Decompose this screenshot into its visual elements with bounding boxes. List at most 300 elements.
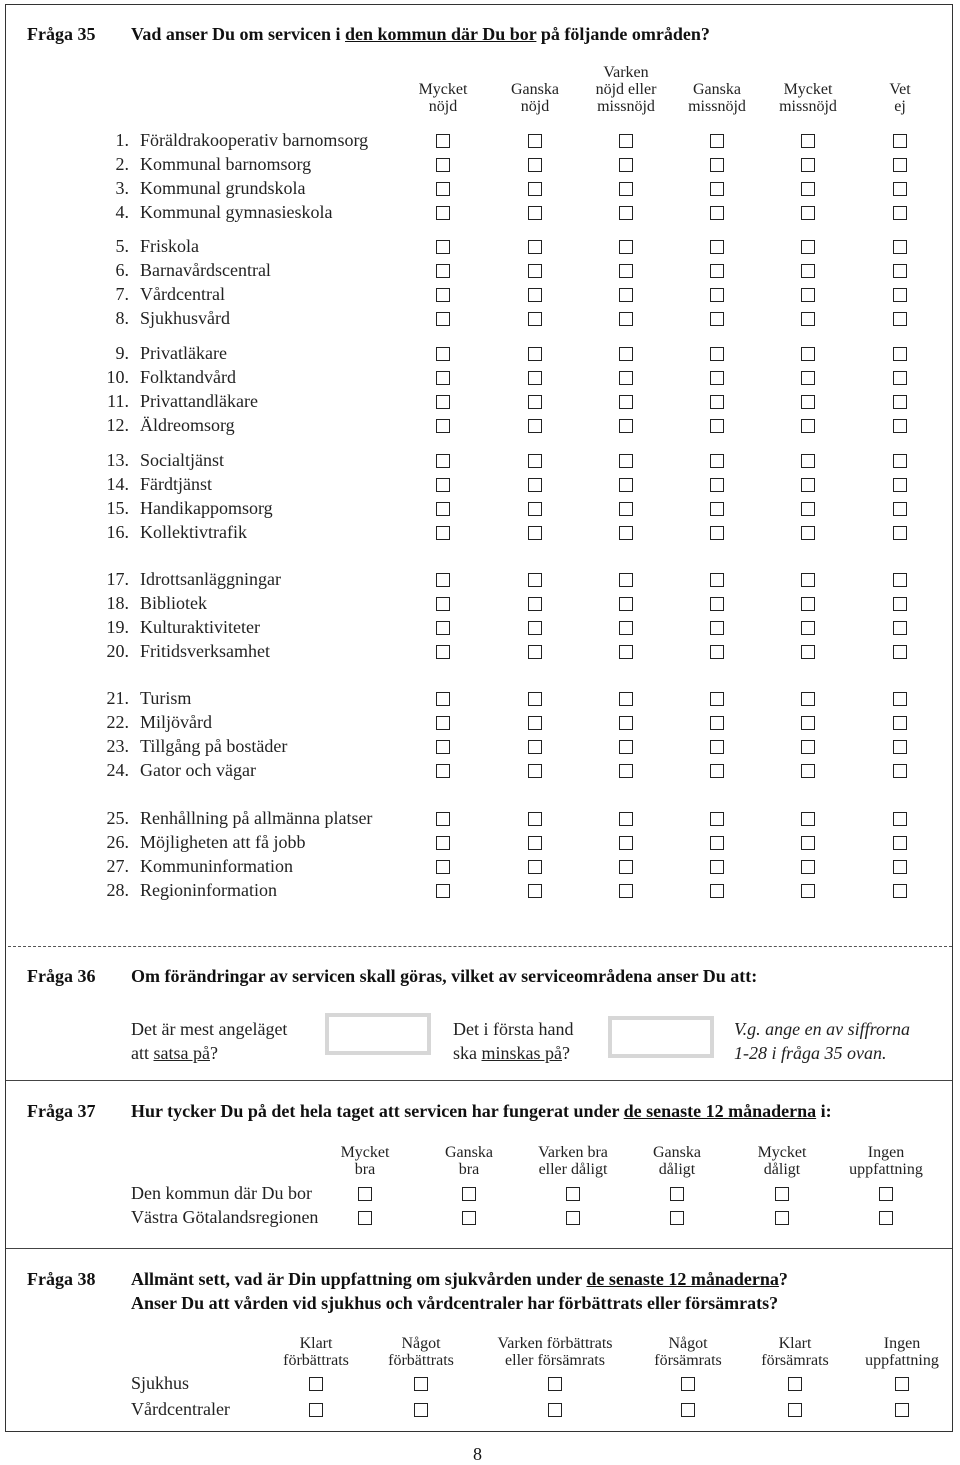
checkbox[interactable]: [528, 395, 542, 409]
checkbox[interactable]: [619, 764, 633, 778]
column-header-line: Ganska: [653, 1144, 701, 1161]
checkbox[interactable]: [566, 1187, 580, 1201]
checkbox[interactable]: [619, 264, 633, 278]
checkbox[interactable]: [801, 134, 815, 148]
checkbox[interactable]: [788, 1403, 802, 1417]
checkbox[interactable]: [309, 1377, 323, 1391]
list-item: [105, 178, 305, 199]
checkbox[interactable]: [619, 645, 633, 659]
column-header-line: Ganska: [693, 81, 741, 98]
checkbox[interactable]: [710, 454, 724, 468]
item-number: 9.: [115, 343, 129, 363]
q38-row-label: Vårdcentraler: [131, 1399, 230, 1419]
checkbox[interactable]: [710, 526, 724, 540]
checkbox[interactable]: [893, 182, 907, 196]
checkbox[interactable]: [528, 597, 542, 611]
checkbox[interactable]: [528, 621, 542, 635]
checkbox[interactable]: [436, 478, 450, 492]
checkbox[interactable]: [710, 206, 724, 220]
item-number: 18.: [106, 593, 129, 613]
checkbox[interactable]: [436, 347, 450, 361]
item-number: 8.: [115, 308, 129, 328]
checkbox[interactable]: [801, 884, 815, 898]
checkbox[interactable]: [528, 288, 542, 302]
checkbox[interactable]: [801, 264, 815, 278]
item-number: 2.: [115, 154, 129, 174]
q36-question: Om förändringar av servicen skall göras, vilket av serviceområdena anser Du att:: [131, 966, 758, 986]
checkbox[interactable]: [619, 454, 633, 468]
item-number: 14.: [106, 474, 129, 494]
checkbox[interactable]: [801, 812, 815, 826]
checkbox[interactable]: [893, 478, 907, 492]
item-label: Barnavårdscentral: [140, 260, 271, 280]
checkbox[interactable]: [436, 288, 450, 302]
checkbox[interactable]: [710, 182, 724, 196]
checkbox[interactable]: [710, 597, 724, 611]
checkbox[interactable]: [710, 502, 724, 516]
item-label: Kommunal grundskola: [140, 178, 306, 198]
checkbox[interactable]: [528, 740, 542, 754]
checkbox[interactable]: [879, 1187, 893, 1201]
column-header-line: Mycket: [757, 1144, 807, 1161]
checkbox[interactable]: [710, 264, 724, 278]
checkbox[interactable]: [619, 716, 633, 730]
list-item: [105, 856, 293, 877]
checkbox[interactable]: [436, 502, 450, 516]
checkbox[interactable]: [710, 347, 724, 361]
checkbox[interactable]: [619, 836, 633, 850]
checkbox[interactable]: [309, 1403, 323, 1417]
list-item: [105, 880, 277, 901]
checkbox[interactable]: [528, 884, 542, 898]
checkbox[interactable]: [801, 288, 815, 302]
checkbox[interactable]: [801, 182, 815, 196]
checkbox[interactable]: [788, 1377, 802, 1391]
checkbox[interactable]: [619, 478, 633, 492]
checkbox[interactable]: [893, 206, 907, 220]
checkbox[interactable]: [801, 836, 815, 850]
q37-row-label: Den kommun där Du bor: [131, 1183, 312, 1203]
q36-answer-box-a[interactable]: [325, 1013, 431, 1055]
checkbox[interactable]: [801, 478, 815, 492]
list-item: [105, 474, 212, 495]
q35-column-header: [845, 64, 955, 115]
item-label: Föräldrakooperativ barnomsorg: [140, 130, 369, 150]
checkbox[interactable]: [801, 347, 815, 361]
checkbox[interactable]: [528, 764, 542, 778]
checkbox[interactable]: [893, 884, 907, 898]
checkbox[interactable]: [710, 645, 724, 659]
checkbox[interactable]: [358, 1211, 372, 1225]
column-header-line: Klart: [778, 1335, 812, 1352]
checkbox[interactable]: [681, 1377, 695, 1391]
checkbox[interactable]: [619, 240, 633, 254]
list-item: [105, 154, 311, 175]
list-item: [105, 415, 235, 436]
checkbox[interactable]: [710, 134, 724, 148]
checkbox[interactable]: [893, 621, 907, 635]
list-item: [105, 736, 287, 757]
list-item: [105, 343, 227, 364]
column-header-line: bra: [354, 1161, 376, 1178]
checkbox[interactable]: [801, 240, 815, 254]
item-label: Kollektivtrafik: [140, 522, 247, 542]
item-number: 22.: [106, 712, 129, 732]
list-item: [105, 617, 260, 638]
list-item: [105, 808, 372, 829]
list-item: [105, 260, 271, 281]
column-header-line: nöjd: [520, 98, 550, 115]
checkbox[interactable]: [436, 134, 450, 148]
checkbox[interactable]: [436, 240, 450, 254]
checkbox[interactable]: [801, 716, 815, 730]
checkbox[interactable]: [436, 764, 450, 778]
item-label: Kommuninformation: [140, 856, 293, 876]
checkbox[interactable]: [619, 347, 633, 361]
checkbox[interactable]: [619, 860, 633, 874]
checkbox[interactable]: [893, 740, 907, 754]
checkbox[interactable]: [710, 884, 724, 898]
checkbox[interactable]: [893, 764, 907, 778]
column-header-line: förbättrats: [388, 1352, 454, 1369]
q38-label: Fråga 38: [27, 1269, 96, 1289]
column-header-line: förbättrats: [283, 1352, 349, 1369]
checkbox[interactable]: [893, 526, 907, 540]
checkbox[interactable]: [436, 454, 450, 468]
list-item: [105, 284, 225, 305]
checkbox[interactable]: [893, 264, 907, 278]
item-label: Socialtjänst: [140, 450, 224, 470]
checkbox[interactable]: [528, 182, 542, 196]
checkbox[interactable]: [893, 134, 907, 148]
q38-column-header: [485, 1335, 625, 1369]
checkbox[interactable]: [775, 1211, 789, 1225]
checkbox[interactable]: [710, 860, 724, 874]
item-number: 28.: [106, 880, 129, 900]
checkbox[interactable]: [893, 597, 907, 611]
item-label: Handikappomsorg: [140, 498, 273, 518]
column-header-line: försämrats: [761, 1352, 829, 1369]
item-number: 13.: [106, 450, 129, 470]
item-label: Sjukhusvård: [140, 308, 230, 328]
checkbox[interactable]: [619, 597, 633, 611]
checkbox[interactable]: [893, 692, 907, 706]
checkbox[interactable]: [710, 395, 724, 409]
checkbox[interactable]: [895, 1403, 909, 1417]
q37-row-label: Västra Götalandsregionen: [131, 1207, 319, 1227]
column-header-line: Något: [401, 1335, 441, 1352]
q37-column-header: [816, 1144, 956, 1178]
checkbox[interactable]: [801, 312, 815, 326]
item-label: Miljövård: [140, 712, 212, 732]
column-header-line: ej: [894, 98, 906, 115]
checkbox[interactable]: [528, 645, 542, 659]
item-number: 1.: [115, 130, 129, 150]
checkbox[interactable]: [436, 836, 450, 850]
checkbox[interactable]: [801, 454, 815, 468]
q38-column-header: [832, 1335, 960, 1369]
q36-prompt-a: Det är mest angeläget att satsa på?: [131, 1019, 288, 1063]
checkbox[interactable]: [710, 716, 724, 730]
checkbox[interactable]: [893, 716, 907, 730]
item-label: Fritidsverksamhet: [140, 641, 270, 661]
checkbox[interactable]: [462, 1187, 476, 1201]
checkbox[interactable]: [528, 573, 542, 587]
checkbox[interactable]: [710, 158, 724, 172]
checkbox[interactable]: [710, 812, 724, 826]
checkbox[interactable]: [436, 692, 450, 706]
column-header-line: Ingen: [883, 1335, 921, 1352]
list-item: [105, 760, 256, 781]
column-header-line: nöjd eller: [595, 81, 657, 98]
checkbox[interactable]: [619, 419, 633, 433]
item-number: 24.: [106, 760, 129, 780]
column-header-line: nöjd: [428, 98, 458, 115]
list-item: [105, 367, 236, 388]
list-item: [105, 391, 258, 412]
checkbox[interactable]: [893, 812, 907, 826]
checkbox[interactable]: [893, 836, 907, 850]
checkbox[interactable]: [619, 740, 633, 754]
column-header-line: Varken bra: [538, 1144, 608, 1161]
checkbox[interactable]: [436, 371, 450, 385]
checkbox[interactable]: [619, 312, 633, 326]
checkbox[interactable]: [436, 740, 450, 754]
column-header-line: Ingen: [867, 1144, 905, 1161]
checkbox[interactable]: [801, 740, 815, 754]
checkbox[interactable]: [528, 836, 542, 850]
checkbox[interactable]: [414, 1403, 428, 1417]
checkbox[interactable]: [462, 1211, 476, 1225]
item-label: Tillgång på bostäder: [140, 736, 288, 756]
item-number: 5.: [115, 236, 129, 256]
list-item: [105, 130, 368, 151]
checkbox[interactable]: [893, 645, 907, 659]
list-item: [105, 450, 224, 471]
item-label: Kommunal barnomsorg: [140, 154, 312, 174]
checkbox[interactable]: [801, 645, 815, 659]
checkbox[interactable]: [710, 573, 724, 587]
checkbox[interactable]: [801, 526, 815, 540]
checkbox[interactable]: [436, 884, 450, 898]
checkbox[interactable]: [528, 454, 542, 468]
item-number: 17.: [106, 569, 129, 589]
checkbox[interactable]: [619, 206, 633, 220]
q35-label: Fråga 35: [27, 24, 96, 44]
checkbox[interactable]: [619, 526, 633, 540]
checkbox[interactable]: [710, 240, 724, 254]
checkbox[interactable]: [528, 312, 542, 326]
checkbox[interactable]: [879, 1211, 893, 1225]
checkbox[interactable]: [801, 764, 815, 778]
q38-question-line2: Anser Du att vården vid sjukhus och vårdcentraler har förbättrats eller försämrats?: [131, 1293, 779, 1313]
checkbox[interactable]: [710, 371, 724, 385]
list-item: [105, 832, 305, 853]
checkbox[interactable]: [893, 454, 907, 468]
checkbox[interactable]: [619, 395, 633, 409]
checkbox[interactable]: [893, 502, 907, 516]
checkbox[interactable]: [670, 1187, 684, 1201]
checkbox[interactable]: [710, 288, 724, 302]
item-label: Möjligheten att få jobb: [140, 832, 306, 852]
checkbox[interactable]: [893, 312, 907, 326]
checkbox[interactable]: [528, 419, 542, 433]
checkbox[interactable]: [893, 371, 907, 385]
column-header-line: missnöjd: [597, 98, 655, 115]
checkbox[interactable]: [436, 645, 450, 659]
checkbox[interactable]: [801, 419, 815, 433]
checkbox[interactable]: [670, 1211, 684, 1225]
checkbox[interactable]: [619, 288, 633, 302]
checkbox[interactable]: [566, 1211, 580, 1225]
item-label: Bibliotek: [140, 593, 207, 613]
item-number: 3.: [115, 178, 129, 198]
column-header-line: Mycket: [340, 1144, 390, 1161]
checkbox[interactable]: [436, 158, 450, 172]
checkbox[interactable]: [893, 240, 907, 254]
checkbox[interactable]: [801, 692, 815, 706]
checkbox[interactable]: [801, 597, 815, 611]
checkbox[interactable]: [710, 692, 724, 706]
checkbox[interactable]: [436, 419, 450, 433]
column-header-line: bra: [458, 1161, 480, 1178]
checkbox[interactable]: [436, 597, 450, 611]
item-label: Kommunal gymnasieskola: [140, 202, 333, 222]
checkbox[interactable]: [619, 884, 633, 898]
checkbox[interactable]: [893, 860, 907, 874]
checkbox[interactable]: [619, 158, 633, 172]
checkbox[interactable]: [710, 419, 724, 433]
checkbox[interactable]: [436, 206, 450, 220]
checkbox[interactable]: [528, 860, 542, 874]
checkbox[interactable]: [528, 478, 542, 492]
item-label: Renhållning på allmänna platser: [140, 808, 373, 828]
q38-row-label: Sjukhus: [131, 1373, 190, 1393]
checkbox[interactable]: [801, 371, 815, 385]
q37-question: Hur tycker Du på det hela taget att servicen har fungerat under de senaste 12 månaderna i:: [131, 1101, 832, 1121]
checkbox[interactable]: [414, 1377, 428, 1391]
item-label: Kulturaktiviteter: [140, 617, 260, 637]
checkbox[interactable]: [710, 312, 724, 326]
q38-question-line1: Allmänt sett, vad är Din uppfattning om sjukvården under de senaste 12 månaderna?: [131, 1269, 788, 1289]
section-divider: [6, 1248, 952, 1249]
checkbox[interactable]: [893, 419, 907, 433]
checkbox[interactable]: [528, 692, 542, 706]
checkbox[interactable]: [893, 395, 907, 409]
checkbox[interactable]: [436, 312, 450, 326]
checkbox[interactable]: [436, 716, 450, 730]
checkbox[interactable]: [528, 716, 542, 730]
checkbox[interactable]: [710, 740, 724, 754]
checkbox[interactable]: [893, 288, 907, 302]
checkbox[interactable]: [528, 134, 542, 148]
checkbox[interactable]: [801, 621, 815, 635]
checkbox[interactable]: [436, 812, 450, 826]
item-number: 25.: [106, 808, 129, 828]
checkbox[interactable]: [436, 621, 450, 635]
checkbox[interactable]: [619, 502, 633, 516]
checkbox[interactable]: [801, 158, 815, 172]
checkbox[interactable]: [436, 860, 450, 874]
checkbox[interactable]: [528, 206, 542, 220]
checkbox[interactable]: [619, 182, 633, 196]
checkbox[interactable]: [528, 371, 542, 385]
checkbox[interactable]: [619, 692, 633, 706]
checkbox[interactable]: [528, 502, 542, 516]
checkbox[interactable]: [893, 347, 907, 361]
column-header-line: eller dåligt: [538, 1161, 608, 1178]
checkbox[interactable]: [548, 1403, 562, 1417]
checkbox[interactable]: [801, 206, 815, 220]
column-header-line: Vet: [889, 81, 911, 98]
list-item: [105, 202, 332, 223]
checkbox[interactable]: [436, 573, 450, 587]
item-label: Friskola: [140, 236, 200, 256]
checkbox[interactable]: [436, 264, 450, 278]
q36-note: V.g. ange en av siffrorna 1-28 i fråga 35 ovan.: [734, 1019, 910, 1063]
column-header-line: eller försämrats: [505, 1352, 605, 1369]
checkbox[interactable]: [528, 526, 542, 540]
column-header-line: försämrats: [654, 1352, 722, 1369]
checkbox[interactable]: [619, 134, 633, 148]
checkbox[interactable]: [681, 1403, 695, 1417]
item-number: 27.: [106, 856, 129, 876]
checkbox[interactable]: [710, 621, 724, 635]
checkbox[interactable]: [801, 502, 815, 516]
checkbox[interactable]: [619, 573, 633, 587]
item-number: 20.: [106, 641, 129, 661]
column-header-line: uppfattning: [849, 1161, 923, 1178]
checkbox[interactable]: [436, 182, 450, 196]
column-header-line: uppfattning: [865, 1352, 939, 1369]
checkbox[interactable]: [619, 812, 633, 826]
checkbox[interactable]: [775, 1187, 789, 1201]
checkbox[interactable]: [528, 240, 542, 254]
checkbox[interactable]: [528, 158, 542, 172]
checkbox[interactable]: [528, 264, 542, 278]
checkbox[interactable]: [710, 764, 724, 778]
checkbox[interactable]: [619, 371, 633, 385]
checkbox[interactable]: [436, 526, 450, 540]
checkbox[interactable]: [710, 836, 724, 850]
checkbox[interactable]: [436, 395, 450, 409]
item-number: 11.: [107, 391, 129, 411]
checkbox[interactable]: [528, 347, 542, 361]
list-item: [105, 569, 281, 590]
checkbox[interactable]: [710, 478, 724, 492]
checkbox[interactable]: [548, 1377, 562, 1391]
item-number: 6.: [115, 260, 129, 280]
checkbox[interactable]: [801, 573, 815, 587]
item-label: Privatläkare: [140, 343, 227, 363]
column-header-line: Varken: [603, 64, 649, 81]
column-header-line: Varken förbättrats: [497, 1335, 613, 1352]
checkbox[interactable]: [895, 1377, 909, 1391]
checkbox[interactable]: [358, 1187, 372, 1201]
q36-prompt-b: Det i första hand ska minskas på?: [453, 1019, 574, 1063]
list-item: [105, 498, 273, 519]
checkbox[interactable]: [619, 621, 633, 635]
q36-answer-box-b[interactable]: [608, 1016, 714, 1058]
checkbox[interactable]: [893, 158, 907, 172]
item-label: Turism: [140, 688, 192, 708]
checkbox[interactable]: [528, 812, 542, 826]
checkbox[interactable]: [893, 573, 907, 587]
checkbox[interactable]: [801, 860, 815, 874]
checkbox[interactable]: [801, 395, 815, 409]
list-item: [105, 641, 270, 662]
column-header-line: Ganska: [445, 1144, 493, 1161]
